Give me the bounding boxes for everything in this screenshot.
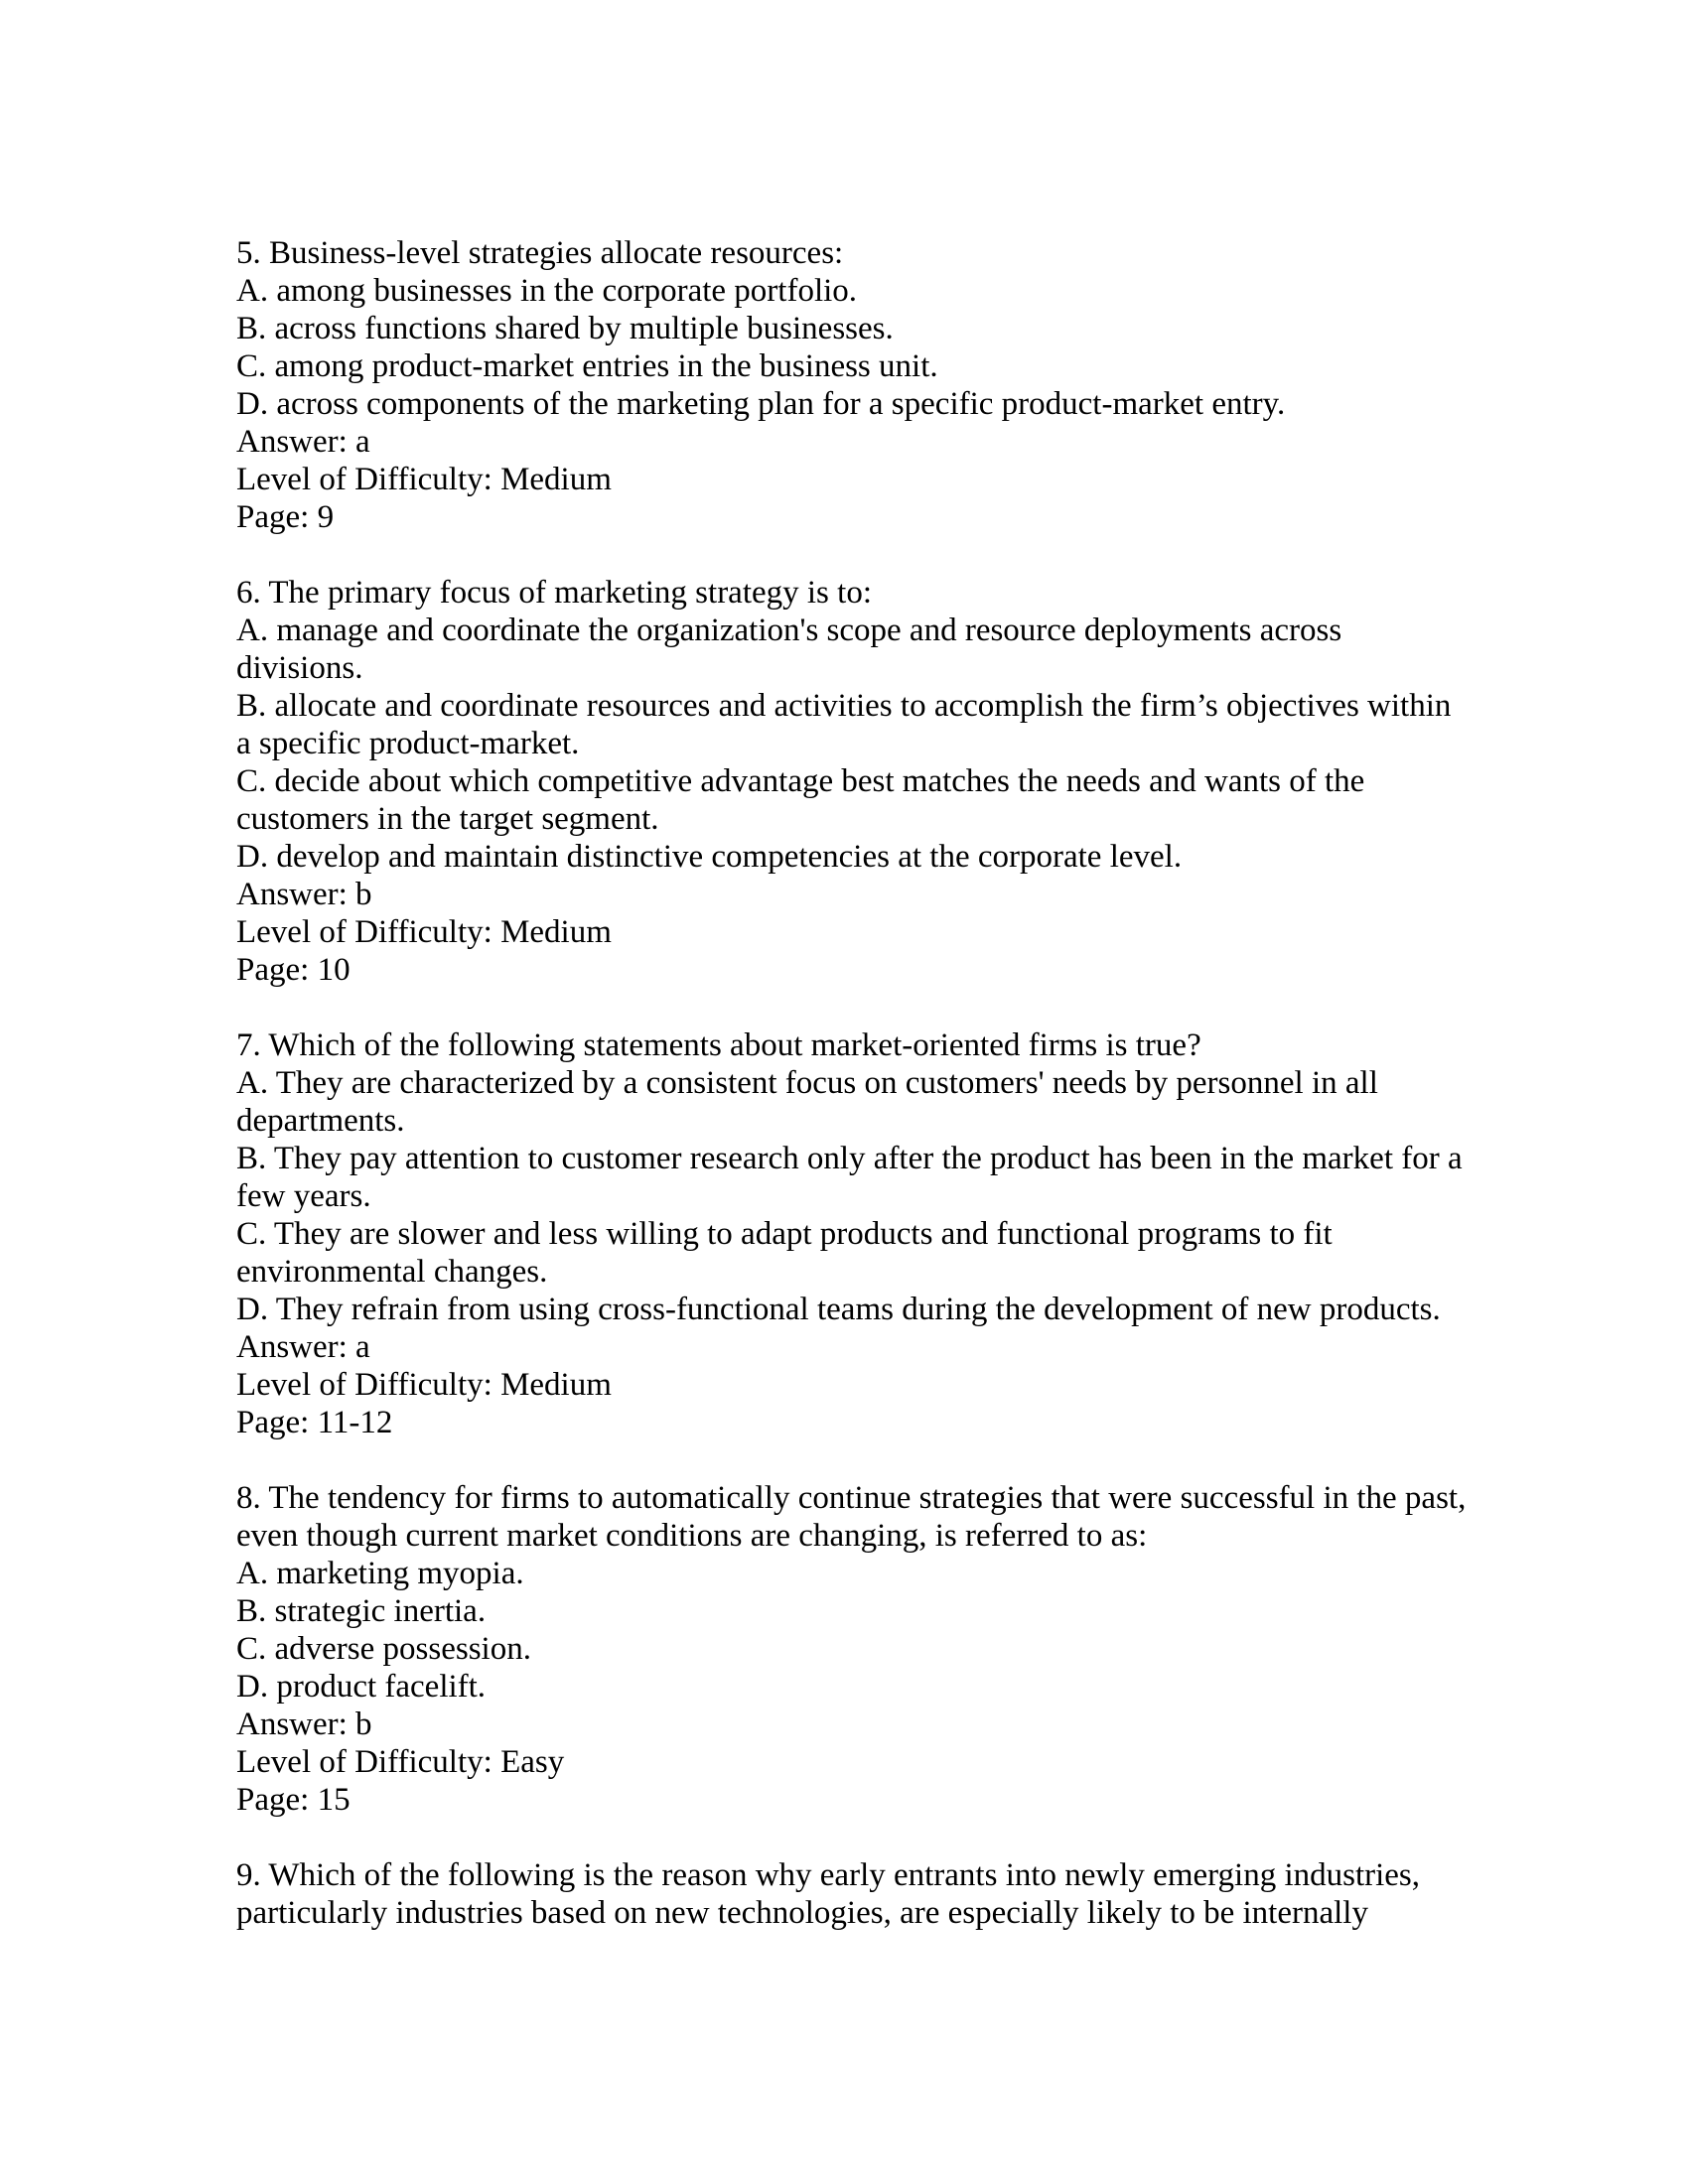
question-line: Page: 10 [236, 952, 351, 988]
question-line: C. decide about which competitive advantage best matches the needs and wants of the [236, 763, 1365, 799]
question-line: particularly industries based on new technologies, are especially likely to be internally [236, 1895, 1368, 1931]
document-page [236, 234, 1466, 1970]
question-line: Page: 15 [236, 1782, 351, 1818]
question-line: 7. Which of the following statements about market-oriented firms is true? [236, 1027, 1201, 1063]
question-line: Page: 9 [236, 499, 335, 535]
question-line: 6. The primary focus of marketing strategy is to: [236, 575, 872, 611]
question-line: Answer: a [236, 424, 370, 460]
question-line: Level of Difficulty: Medium [236, 914, 612, 950]
question-line: divisions. [236, 650, 363, 686]
question-line: A. among businesses in the corporate portfolio. [236, 273, 858, 309]
question-line: departments. [236, 1103, 405, 1139]
question-line: Answer: a [236, 1329, 370, 1365]
question-line: B. allocate and coordinate resources and activities to accomplish the firm’s objectives within [236, 688, 1452, 724]
question-line: customers in the target segment. [236, 801, 659, 837]
question-line: a specific product-market. [236, 726, 580, 761]
question-line: D. across components of the marketing plan for a specific product-market entry. [236, 386, 1286, 422]
question-line: Level of Difficulty: Medium [236, 1367, 612, 1403]
question-line: B. across functions shared by multiple businesses. [236, 311, 894, 346]
question-line: D. product facelift. [236, 1669, 487, 1705]
question-line: D. They refrain from using cross-functional teams during the development of new products. [236, 1292, 1441, 1327]
question-line: B. They pay attention to customer research only after the product has been in the market for a [236, 1141, 1463, 1176]
question-block [236, 1026, 1466, 1441]
question-line: A. marketing myopia. [236, 1556, 524, 1591]
question-line: B. strategic inertia. [236, 1593, 487, 1629]
question-line: 5. Business-level strategies allocate resources: [236, 235, 844, 271]
question-line: C. adverse possession. [236, 1631, 531, 1667]
question-block [236, 234, 1466, 536]
question-line: even though current market conditions are changing, is referred to as: [236, 1518, 1148, 1554]
question-line: C. They are slower and less willing to adapt products and functional programs to fit [236, 1216, 1333, 1252]
question-line: Answer: b [236, 877, 372, 912]
question-line: C. among product-market entries in the business unit. [236, 348, 938, 384]
question-line: Page: 11-12 [236, 1405, 393, 1440]
question-line: A. They are characterized by a consistent focus on customers' needs by personnel in all [236, 1065, 1378, 1101]
question-line: Answer: b [236, 1706, 372, 1742]
question-line: few years. [236, 1178, 371, 1214]
question-block [236, 1856, 1466, 1932]
question-line: Level of Difficulty: Medium [236, 462, 612, 497]
question-line: 8. The tendency for firms to automatically continue strategies that were successful in the past, [236, 1480, 1467, 1516]
question-block [236, 574, 1466, 989]
question-line: environmental changes. [236, 1254, 548, 1290]
question-line: Level of Difficulty: Easy [236, 1744, 565, 1780]
question-line: D. develop and maintain distinctive competencies at the corporate level. [236, 839, 1183, 875]
question-line: 9. Which of the following is the reason why early entrants into newly emerging industries, [236, 1857, 1421, 1893]
question-block [236, 1479, 1466, 1819]
question-line: A. manage and coordinate the organization's scope and resource deployments across [236, 613, 1342, 648]
